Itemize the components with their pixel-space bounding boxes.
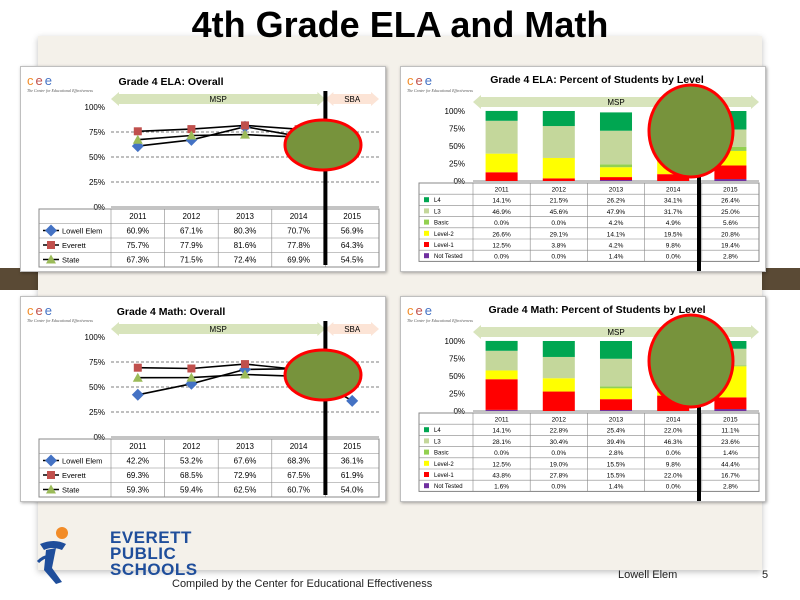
math-levels-bar-segment-level2: [486, 370, 518, 379]
ela-levels-msp-arrow-label: MSP: [607, 98, 625, 107]
ela-levels-value-label: 4.2%: [608, 242, 624, 250]
ela-levels-year-label: 2011: [494, 186, 509, 194]
math-levels-legend-5: [424, 483, 463, 490]
ela-overall-legend-2: [43, 255, 80, 265]
ela-overall-value-label: 77.8%: [287, 241, 310, 250]
math-levels-value-label: 19.0%: [549, 461, 569, 469]
math-overall-value-label: 62.5%: [233, 485, 257, 495]
ela-levels-bar-segment-level1: [486, 172, 518, 181]
math-overall-year-label: 2011: [129, 442, 147, 451]
math-levels-series-name: L3: [434, 439, 441, 446]
math-levels-value-label: 25.4%: [606, 427, 626, 435]
math-overall-value-label: 68.5%: [180, 471, 203, 480]
math-overall-chart: [21, 297, 385, 501]
ela-overall-chart: [21, 67, 385, 271]
ela-levels-value-label: 4.2%: [608, 220, 624, 228]
ela-overall-value-label: 75.7%: [126, 241, 150, 250]
ela-levels-bar-segment-level2: [543, 158, 575, 178]
slide-title: 4th Grade ELA and Math: [191, 4, 609, 45]
footer-school: Lowell Elem: [618, 569, 678, 581]
math-levels-value-label: 23.6%: [721, 438, 740, 446]
ela-levels-value-label: 14.1%: [606, 231, 626, 239]
math-levels-value-label: 2.8%: [722, 483, 738, 491]
ela-overall-ytick-label: 0%: [93, 203, 105, 212]
math-levels-bar-segment-l3: [543, 357, 575, 378]
ela-levels-value-label: 12.5%: [492, 242, 511, 250]
ela-levels-bar-segment-l4: [543, 111, 575, 126]
ela-levels-redaction-circle: [649, 85, 733, 177]
math-overall-value-label: 69.3%: [126, 471, 150, 480]
math-levels-value-label: 22.0%: [663, 427, 683, 435]
math-levels-value-label: 27.8%: [549, 472, 569, 480]
math-levels-legend-3: [424, 461, 454, 468]
ela-overall-data-point: [134, 127, 142, 135]
math-levels-bar-segment-level1: [714, 397, 746, 409]
ela-overall-legend-marker: [47, 241, 55, 249]
math-levels-legend-1: [424, 438, 441, 445]
math-levels-value-label: 11.1%: [721, 427, 740, 435]
math-overall-value-label: 68.3%: [287, 456, 310, 466]
ela-overall-legend-marker: [45, 225, 57, 237]
math-levels-bar-segment-l3: [486, 351, 518, 371]
ela-overall-msp-arrow-label: MSP: [209, 95, 227, 104]
ela-levels-legend-swatch: [424, 197, 429, 202]
math-overall-year-label: 2015: [343, 442, 362, 451]
ela-overall-value-label: 77.9%: [180, 241, 203, 250]
math-overall-value-label: 67.5%: [287, 471, 310, 480]
math-levels-ytick-label: 75%: [448, 354, 465, 364]
cee-logo-tagline: The Center for Educational Effectiveness: [407, 318, 473, 323]
ela-levels-series-name: Level-1: [434, 243, 454, 249]
cee-logo-letter: c: [407, 73, 416, 88]
ela-levels-year-label: 2012: [551, 186, 567, 194]
ela-overall-value-label: 80.3%: [233, 226, 257, 236]
ela-levels-value-label: 26.6%: [492, 231, 511, 239]
math-levels-value-label: 30.4%: [549, 438, 569, 446]
math-levels-value-label: 1.4%: [722, 450, 738, 458]
ela-levels-bar-segment-l3: [600, 131, 632, 165]
cee-logo-tagline: The Center for Educational Effectiveness: [407, 88, 473, 93]
ela-overall-value-label: 67.3%: [126, 255, 150, 265]
math-levels-value-label: 0.0%: [551, 450, 567, 458]
ela-levels-value-label: 4.9%: [665, 220, 681, 228]
district-logo: [32, 524, 198, 588]
ela-overall-series-name: Everett: [62, 241, 86, 250]
ela-levels-series-name: Basic: [434, 220, 449, 227]
cee-logo-letter: e: [415, 303, 425, 318]
math-levels-legend-0: [424, 427, 441, 434]
math-levels-value-label: 0.0%: [551, 483, 567, 491]
ela-levels-value-label: 25.0%: [721, 208, 740, 216]
ela-levels-legend-0: [424, 197, 441, 204]
math-levels-value-label: 12.5%: [492, 461, 511, 469]
math-overall-title: Grade 4 Math: Overall: [116, 306, 226, 318]
math-levels-bar-segment-level2: [600, 388, 632, 399]
math-levels-value-label: 2.8%: [608, 450, 624, 458]
cee-logo-letter: e: [44, 303, 54, 318]
math-levels-year-label: 2014: [665, 416, 681, 424]
math-overall-legend-1: [43, 471, 87, 480]
ela-levels-bar-segment-l3: [543, 126, 575, 158]
math-overall-ytick-label: 0%: [93, 433, 105, 442]
math-levels-value-label: 22.0%: [663, 472, 683, 480]
math-levels-value-label: 9.8%: [665, 461, 681, 469]
math-levels-bar-segment-level1: [600, 399, 632, 410]
ela-overall-ytick-label: 100%: [84, 103, 105, 112]
ela-levels-value-label: 21.5%: [549, 197, 569, 205]
ela-levels-legend-swatch: [424, 220, 429, 225]
math-overall-legend-0: [43, 455, 102, 467]
ela-levels-value-label: 5.6%: [722, 220, 738, 228]
math-overall-msp-arrow-label: MSP: [209, 325, 227, 334]
ela-levels-series-name: L3: [434, 209, 441, 216]
ela-levels-value-label: 0.0%: [665, 253, 681, 261]
math-levels-legend-swatch: [424, 461, 429, 466]
ela-overall-year-label: 2012: [182, 212, 201, 221]
ela-overall-title: Grade 4 ELA: Overall: [118, 76, 224, 88]
math-levels-series-name: Not Tested: [434, 484, 463, 491]
math-levels-bar-segment-basic: [600, 386, 632, 388]
ela-levels-chart: [401, 67, 765, 271]
ela-levels-year-label: 2013: [608, 186, 624, 194]
math-overall-panel: [20, 296, 386, 502]
ela-levels-value-label: 34.1%: [663, 197, 683, 205]
ela-overall-value-label: 81.6%: [233, 241, 257, 250]
math-overall-value-label: 36.1%: [340, 456, 364, 466]
math-levels-value-label: 28.1%: [492, 438, 511, 446]
math-overall-value-label: 60.7%: [287, 485, 310, 495]
ela-levels-value-label: 2.8%: [722, 253, 738, 261]
ela-overall-panel: [20, 66, 386, 272]
math-levels-bar-segment-l3: [600, 359, 632, 387]
math-overall-year-label: 2012: [182, 442, 201, 451]
ela-levels-value-label: 31.7%: [663, 208, 683, 216]
ela-levels-series-name: Not Tested: [434, 254, 463, 261]
ela-levels-value-label: 19.5%: [663, 231, 683, 239]
ela-overall-value-label: 67.1%: [180, 226, 203, 236]
ela-levels-legend-2: [424, 220, 449, 227]
math-overall-value-label: 42.2%: [126, 456, 150, 466]
math-overall-data-point: [346, 395, 358, 407]
math-levels-value-label: 39.4%: [606, 438, 626, 446]
ela-levels-value-label: 45.6%: [549, 208, 569, 216]
math-overall-sba-arrow-label: SBA: [344, 325, 361, 334]
math-overall-series-name: Everett: [62, 471, 86, 480]
ela-overall-legend-1: [43, 241, 87, 250]
ela-levels-value-label: 47.9%: [606, 208, 626, 216]
ela-levels-ytick-label: 100%: [444, 107, 465, 116]
math-levels-value-label: 0.0%: [665, 450, 681, 458]
ela-levels-ytick-label: 0%: [453, 177, 465, 186]
ela-overall-legend-0: [43, 225, 102, 237]
math-overall-ytick-label: 100%: [84, 333, 105, 342]
ela-levels-bar-segment-level1: [600, 177, 632, 180]
ela-levels-legend-3: [424, 231, 454, 238]
ela-levels-data-table: [419, 183, 759, 261]
ela-levels-bar-2013: [600, 112, 632, 181]
ela-levels-bar-segment-basic: [600, 164, 632, 167]
ela-overall-sba-arrow: [325, 92, 379, 106]
math-overall-value-label: 53.2%: [180, 456, 203, 466]
ela-levels-title: Grade 4 ELA: Percent of Students by Level: [490, 74, 704, 86]
math-levels-ytick-label: 25%: [448, 389, 465, 399]
math-overall-data-point: [134, 364, 142, 372]
math-levels-legend-2: [424, 450, 449, 457]
ela-levels-value-label: 26.4%: [721, 197, 740, 205]
math-overall-legend-marker: [47, 471, 55, 479]
math-overall-value-label: 67.6%: [233, 456, 257, 466]
math-levels-year-label: 2015: [723, 416, 738, 424]
cee-logo-tagline: The Center for Educational Effectiveness: [27, 318, 93, 323]
math-levels-value-label: 22.8%: [549, 427, 569, 435]
math-levels-value-label: 44.4%: [721, 461, 740, 469]
ela-overall-value-label: 56.9%: [340, 226, 364, 236]
math-levels-panel: [400, 296, 766, 502]
ela-levels-bar-segment-level1: [714, 165, 746, 179]
math-levels-series-name: Level-1: [434, 473, 454, 479]
ela-levels-legend-5: [424, 253, 463, 260]
math-overall-value-label: 72.9%: [233, 471, 257, 480]
math-overall-redaction-circle: [285, 350, 361, 400]
ela-levels-ytick-label: 25%: [448, 159, 465, 169]
math-levels-value-label: 1.6%: [494, 483, 510, 491]
math-levels-legend-swatch: [424, 472, 429, 477]
ela-levels-value-label: 29.1%: [549, 231, 569, 239]
math-overall-value-label: 54.0%: [340, 485, 364, 495]
ela-overall-series-name: Lowell Elem: [62, 226, 103, 236]
math-overall-ytick-label: 50%: [88, 383, 105, 392]
ela-overall-value-label: 69.9%: [287, 255, 310, 265]
math-levels-legend-swatch: [424, 438, 429, 443]
ela-levels-value-label: 19.4%: [721, 242, 740, 250]
ela-levels-legend-swatch: [424, 253, 429, 258]
ela-levels-value-label: 0.0%: [494, 220, 510, 228]
math-levels-value-label: 0.0%: [665, 483, 681, 491]
district-name: [110, 530, 198, 578]
ela-overall-data-point: [241, 121, 249, 129]
ela-levels-bar-segment-level2: [600, 167, 632, 177]
cee-logo: [27, 303, 93, 323]
math-overall-series-name: State: [62, 485, 80, 495]
ela-levels-value-label: 46.9%: [492, 208, 511, 216]
ela-overall-year-label: 2013: [236, 212, 254, 221]
ela-overall-series-name: State: [62, 255, 80, 265]
ela-levels-bar-segment-l4: [486, 111, 518, 121]
page-number: 5: [762, 569, 769, 581]
math-levels-value-label: 46.3%: [663, 438, 683, 446]
math-overall-data-point: [132, 389, 144, 401]
math-levels-bar-segment-not_tested: [486, 410, 518, 411]
ela-levels-ytick-label: 75%: [448, 124, 465, 134]
math-levels-bar-segment-l4: [486, 341, 518, 351]
ela-overall-year-label: 2014: [289, 212, 308, 221]
math-levels-bar-segment-l4: [600, 341, 632, 359]
cee-logo-letter: e: [44, 73, 54, 88]
ela-levels-value-label: 0.0%: [551, 220, 567, 228]
ela-levels-value-label: 3.8%: [551, 242, 567, 250]
math-overall-sba-arrow: [325, 322, 379, 336]
ela-levels-bar-segment-l3: [486, 121, 518, 154]
ela-overall-ytick-label: 25%: [88, 178, 105, 187]
math-levels-bar-segment-not_tested: [600, 410, 632, 411]
ela-levels-bar-segment-not_tested: [600, 180, 632, 181]
math-levels-ytick-label: 50%: [448, 372, 465, 381]
math-levels-data-table: [419, 413, 759, 491]
ela-levels-value-label: 26.2%: [606, 197, 626, 205]
math-overall-legend-2: [43, 485, 80, 495]
math-levels-bar-2011: [486, 341, 518, 411]
math-overall-data-point: [187, 365, 195, 373]
district-line-1: EVERETT: [110, 528, 192, 547]
cee-logo-tagline: The Center for Educational Effectiveness: [27, 88, 93, 93]
math-levels-bar-2012: [543, 341, 575, 411]
ela-levels-bar-segment-l4: [600, 112, 632, 130]
cee-logo-letters: [27, 303, 93, 318]
ela-overall-value-label: 64.3%: [340, 241, 364, 250]
ela-overall-value-label: 70.7%: [287, 226, 310, 236]
ela-levels-value-label: 20.8%: [721, 231, 740, 239]
cee-logo-letter: e: [415, 73, 425, 88]
math-levels-redaction-circle: [649, 315, 733, 407]
math-levels-legend-4: [424, 472, 454, 479]
math-levels-legend-swatch: [424, 450, 429, 455]
district-line-2: PUBLIC: [110, 544, 177, 563]
ela-overall-ytick-label: 50%: [88, 153, 105, 162]
ela-levels-bar-2012: [543, 111, 575, 181]
math-levels-legend-swatch: [424, 483, 429, 488]
math-levels-value-label: 15.5%: [606, 461, 626, 469]
ela-levels-bar-segment-level2: [486, 154, 518, 173]
runner-icon: [32, 524, 76, 588]
ela-levels-bar-segment-level1: [543, 178, 575, 181]
math-levels-msp-arrow-label: MSP: [607, 328, 625, 337]
math-overall-value-label: 59.3%: [126, 485, 150, 495]
ela-levels-legend-swatch: [424, 231, 429, 236]
math-levels-year-label: 2013: [608, 416, 624, 424]
ela-levels-value-label: 14.1%: [492, 197, 511, 205]
ela-levels-value-label: 0.0%: [494, 253, 510, 261]
math-levels-value-label: 43.8%: [492, 472, 511, 480]
math-levels-legend-swatch: [424, 427, 429, 432]
ela-levels-bar-segment-not_tested: [714, 179, 746, 181]
math-levels-bar-segment-level2: [543, 378, 575, 391]
ela-levels-legend-4: [424, 242, 454, 249]
cee-logo: [407, 303, 473, 323]
cee-logo-letter: e: [424, 303, 434, 318]
math-overall-legend-marker: [45, 455, 57, 467]
ela-overall-value-label: 60.9%: [126, 226, 150, 236]
ela-levels-ytick-label: 50%: [448, 142, 465, 151]
cee-logo-letter: c: [27, 73, 36, 88]
math-overall-msp-arrow: [111, 322, 325, 336]
ela-overall-redaction-circle: [285, 120, 361, 170]
ela-levels-series-name: L4: [434, 198, 441, 205]
ela-levels-year-label: 2014: [665, 186, 681, 194]
math-overall-year-label: 2013: [236, 442, 254, 451]
math-overall-series-name: Lowell Elem: [62, 456, 103, 466]
math-overall-data-point: [241, 360, 249, 368]
cee-logo-letters: [27, 73, 93, 88]
math-levels-year-label: 2012: [551, 416, 567, 424]
math-overall-year-label: 2014: [289, 442, 308, 451]
ela-levels-value-label: 0.0%: [551, 253, 567, 261]
math-levels-bar-segment-l4: [543, 341, 575, 357]
math-levels-value-label: 14.1%: [492, 427, 511, 435]
district-line-3: SCHOOLS: [110, 560, 198, 579]
math-levels-value-label: 15.5%: [606, 472, 626, 480]
math-levels-series-name: Basic: [434, 450, 449, 457]
math-overall-ytick-label: 25%: [88, 408, 105, 417]
ela-levels-legend-swatch: [424, 208, 429, 213]
cee-logo-letters: [407, 303, 473, 318]
cee-logo-letter: c: [407, 303, 416, 318]
math-levels-ytick-label: 0%: [453, 407, 465, 416]
math-levels-value-label: 0.0%: [494, 450, 510, 458]
ela-overall-value-label: 71.5%: [180, 255, 203, 265]
ela-levels-series-name: Level-2: [434, 231, 454, 238]
ela-overall-value-label: 72.4%: [233, 255, 257, 265]
math-levels-value-label: 1.4%: [608, 483, 624, 491]
cee-logo: [27, 73, 93, 93]
math-overall-value-label: 61.9%: [340, 471, 364, 480]
cee-logo-letter: e: [35, 303, 45, 318]
ela-overall-ytick-label: 75%: [88, 128, 105, 137]
ela-overall-msp-arrow: [111, 92, 325, 106]
math-levels-bar-segment-level1: [486, 379, 518, 410]
cee-logo-letter: e: [35, 73, 45, 88]
math-levels-bar-segment-level1: [543, 392, 575, 411]
ela-levels-year-label: 2015: [723, 186, 738, 194]
math-levels-chart: [401, 297, 765, 501]
math-levels-series-name: Level-2: [434, 461, 454, 468]
ela-levels-bar-2011: [486, 111, 518, 181]
cee-logo-letters: [407, 73, 473, 88]
math-levels-ytick-label: 100%: [444, 337, 465, 346]
footer-credit: Compiled by the Center for Educational Effectiveness: [172, 578, 433, 590]
ela-levels-value-label: 1.4%: [608, 253, 624, 261]
math-levels-value-label: 16.7%: [721, 472, 740, 480]
math-levels-bar-segment-not_tested: [714, 409, 746, 411]
ela-overall-sba-arrow-label: SBA: [344, 95, 361, 104]
cee-logo: [407, 73, 473, 93]
math-overall-value-label: 59.4%: [180, 485, 203, 495]
math-levels-series-name: L4: [434, 428, 441, 435]
ela-overall-year-label: 2011: [129, 212, 147, 221]
ela-levels-legend-1: [424, 208, 441, 215]
ela-levels-panel: [400, 66, 766, 272]
math-overall-ytick-label: 75%: [88, 358, 105, 367]
ela-overall-value-label: 54.5%: [340, 255, 364, 265]
cee-logo-letter: c: [27, 303, 36, 318]
cee-logo-letter: e: [424, 73, 434, 88]
ela-levels-legend-swatch: [424, 242, 429, 247]
ela-overall-year-label: 2015: [343, 212, 362, 221]
math-levels-title: Grade 4 Math: Percent of Students by Level: [488, 304, 706, 316]
math-levels-year-label: 2011: [494, 416, 509, 424]
ela-levels-value-label: 9.8%: [665, 242, 681, 250]
math-levels-bar-2013: [600, 341, 632, 411]
